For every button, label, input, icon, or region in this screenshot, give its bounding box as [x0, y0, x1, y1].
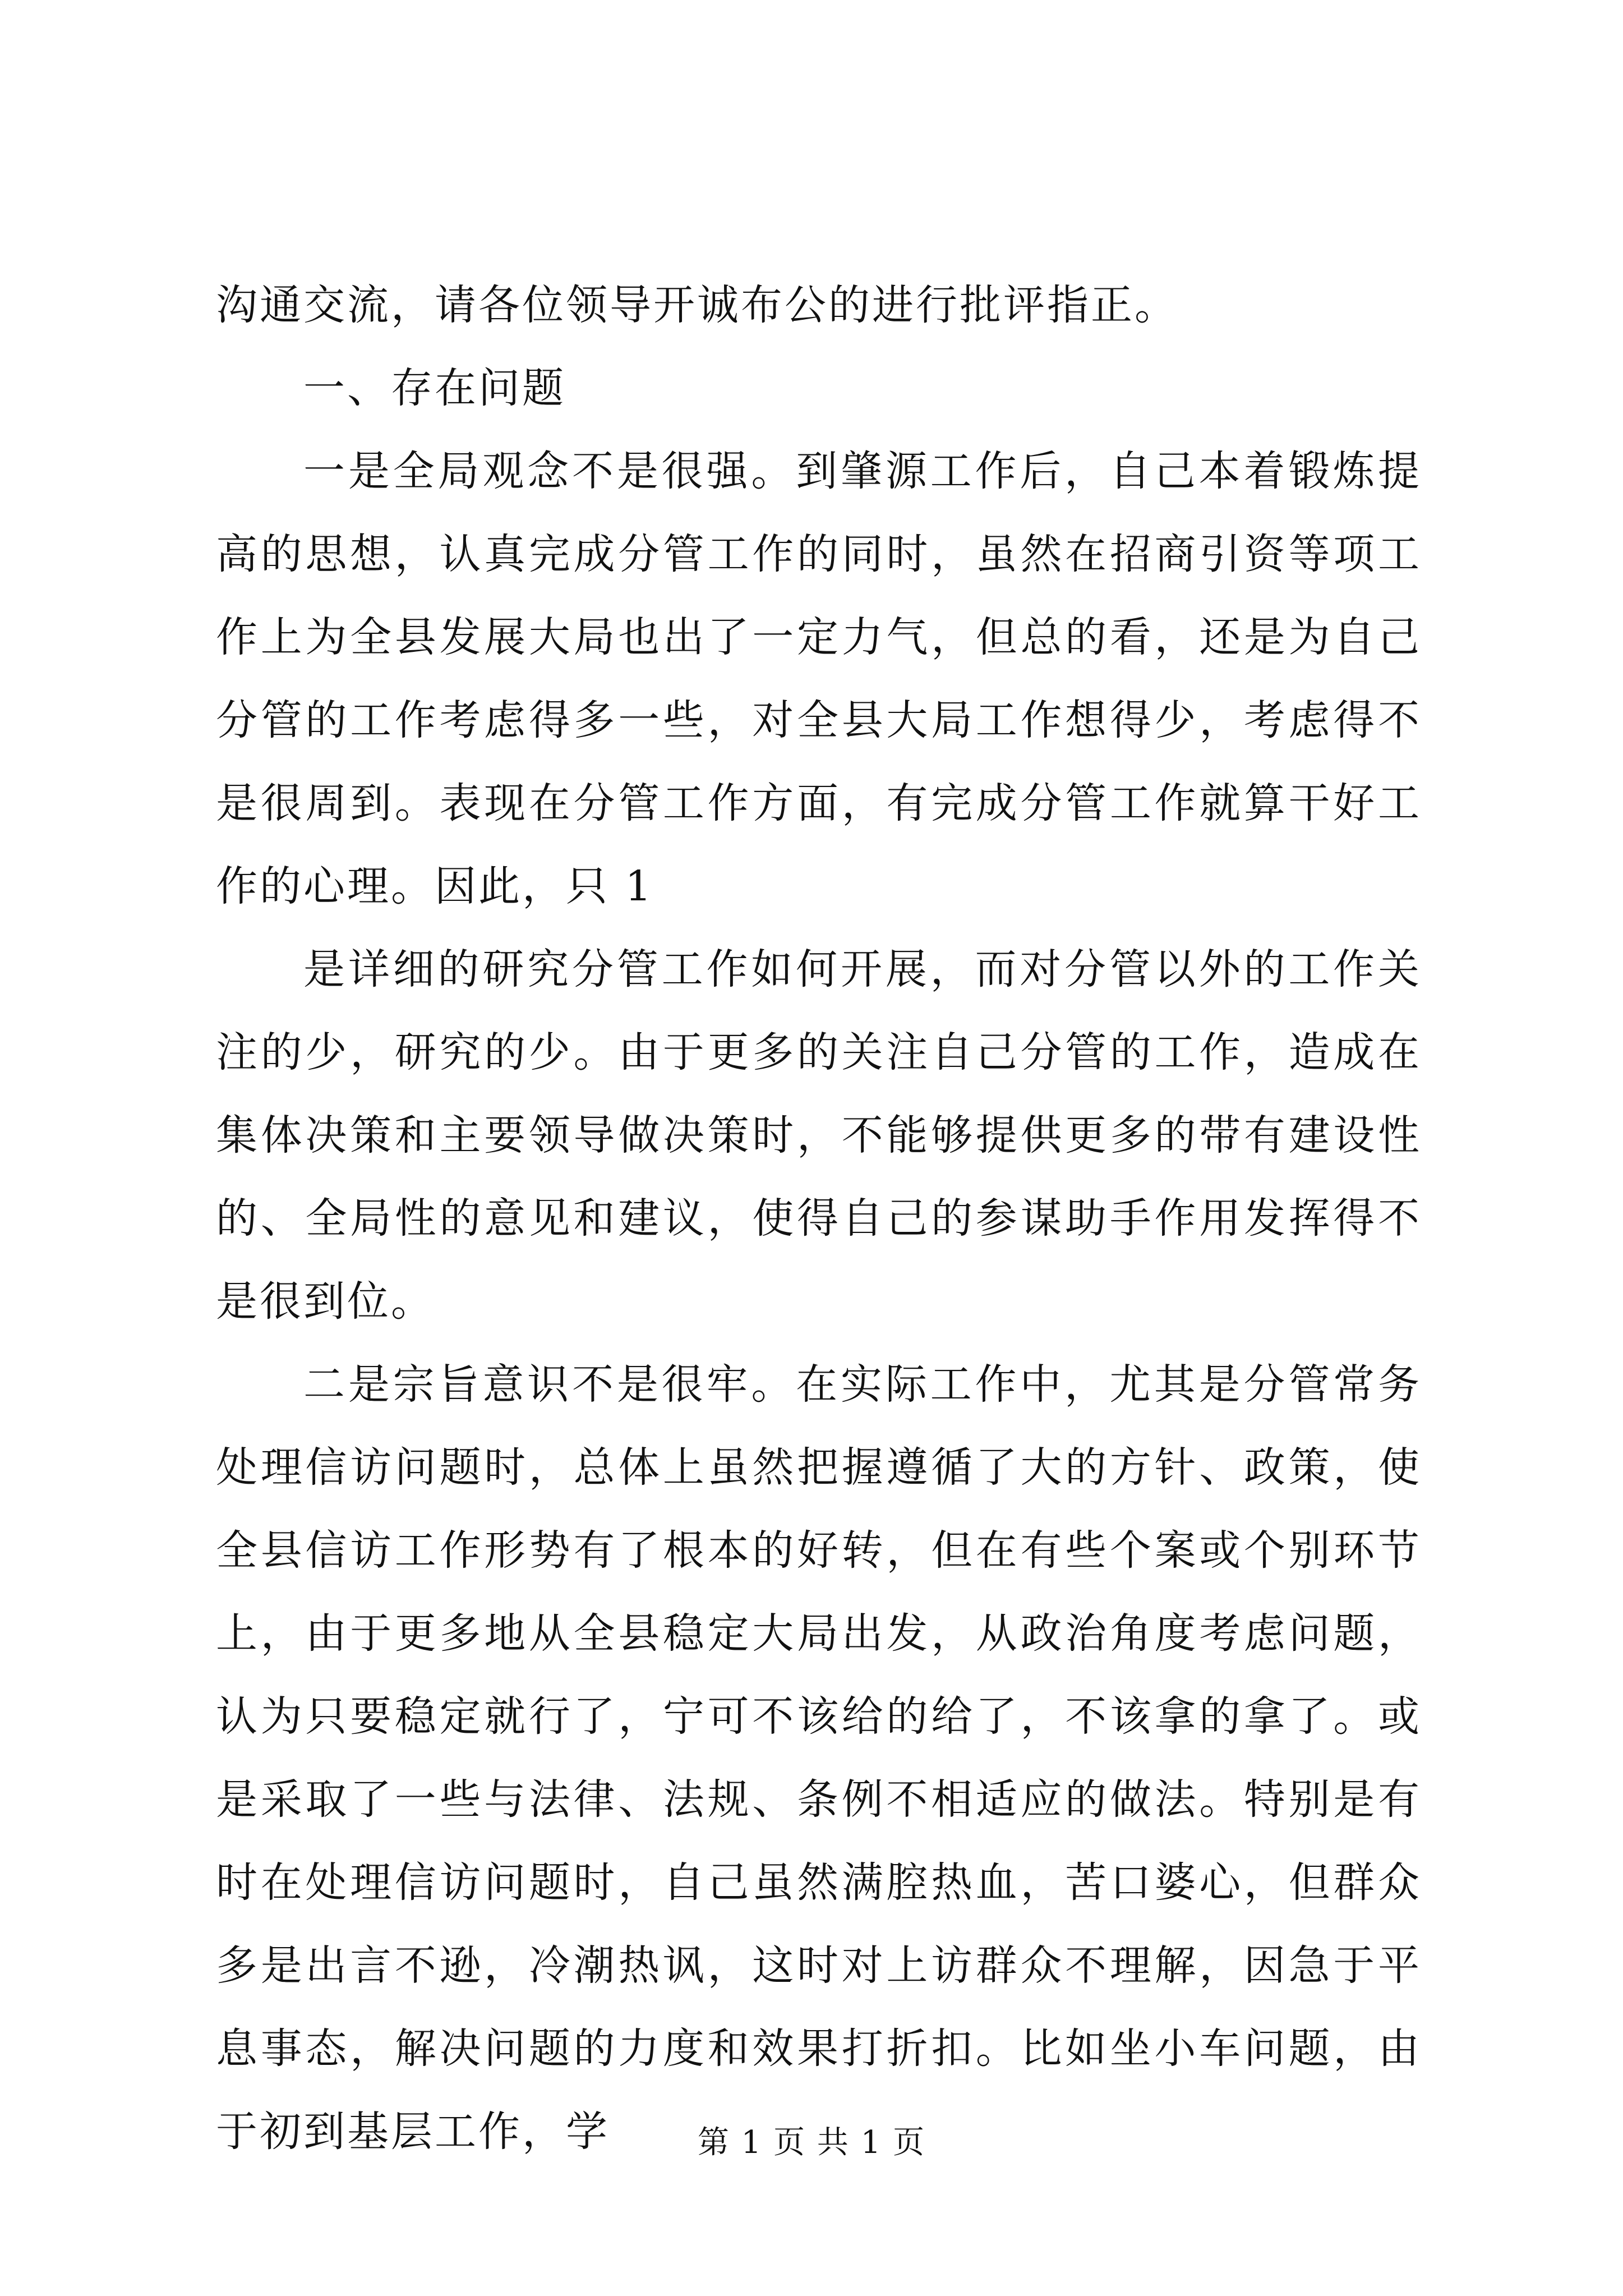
paragraph-global-view: 一是全局观念不是很强。到肇源工作后，自己本着锻炼提高的思想，认真完成分管工作的同时，虽然在招商引资等项工作上为全县发展大局也出了一定力气，但总的看，还是为自己分管的工作考虑得多一些，对全县大局工作想得少，考虑得不是很周到。表现在分管工作方面，有完成分管工作就算干好工作的心理。因此，只 1 — [216, 447, 1422, 910]
document-body — [216, 264, 1422, 2173]
paragraph-analysis: 是详细的研究分管工作如何开展，而对分管以外的工作关注的少，研究的少。由于更多的关注自己分管的工作，造成在集体决策和主要领导做决策时，不能够提供更多的带有建设性的、全局性的意见和建议，使得自己的参谋助手作用发挥得不是很到位。 — [216, 945, 1422, 1326]
paragraph-continuation: 沟通交流，请各位领导开诚布公的进行批评指正。 — [216, 281, 1178, 329]
paragraph-purpose-awareness: 二是宗旨意识不是很牢。在实际工作中，尤其是分管常务处理信访问题时，总体上虽然把握遵循了大的方针、政策，使全县信访工作形势有了根本的好转，但在有些个案或个别环节上，由于更多地从全县稳定大局出发，从政治角度考虑问题，认为只要稳定就行了，宁可不该给的给了，不该拿的拿了。或是采取了一些与法律、法规、条例不相适应的做法。特别是有时在处理信访问题时，自己虽然满腔热血，苦口婆心，但群众多是出言不逊，冷潮热讽，这时对上访群众不理解，因急于平息事态，解决问题的力度和效果打折扣。比如坐小车问题，由于初到基层工作，学 — [216, 1360, 1422, 2156]
section-heading: 一、存在问题 — [303, 364, 566, 412]
page-footer: 第 1 页 共 1 页 — [697, 2124, 926, 2161]
